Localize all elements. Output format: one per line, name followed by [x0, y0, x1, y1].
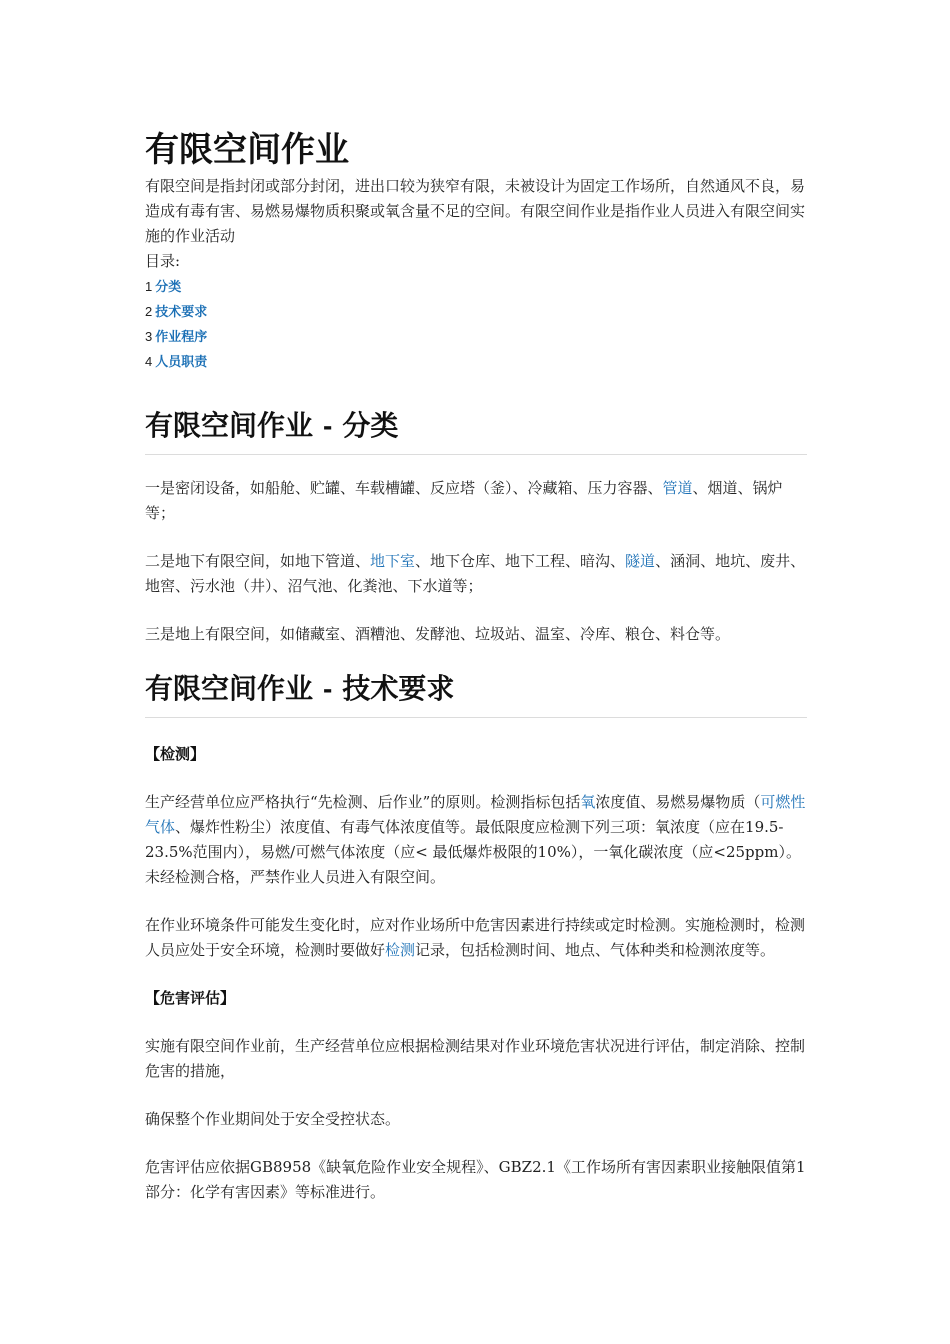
text-span: 生产经营单位应严格执行“先检测、后作业”的原则。检测指标包括 [145, 793, 581, 811]
document-page [145, 128, 807, 1205]
subheading-detection: 【检测】 [145, 746, 206, 763]
text-span: 、涵洞、地坑、废井、地窖、污水池（井）、沼气池、化粪池、下水道等； [145, 552, 806, 595]
text-span: 二是地下有限空间，如地下管道、 [145, 552, 371, 570]
text-span: 记录，包括检测时间、地点、气体种类和检测浓度等。 [415, 941, 776, 959]
link-pipeline[interactable]: 管道 [662, 479, 693, 497]
toc-item [145, 299, 807, 324]
toc-link-technical-requirements[interactable]: 技术要求 [155, 304, 208, 319]
text-span: 、地下仓库、地下工程、暗沟、 [415, 552, 626, 570]
toc-item [145, 274, 807, 299]
link-detection[interactable]: 检测 [385, 941, 416, 959]
classification-paragraph-1 [145, 476, 807, 526]
text-span: 一是密闭设备，如船舱、贮罐、车载槽罐、反应塔（釜）、冷藏箱、压力容器、 [145, 479, 663, 497]
classification-paragraph-3: 三是地上有限空间，如储藏室、酒糟池、发酵池、垃圾站、温室、冷库、粮仓、料仓等。 [145, 625, 731, 643]
page-title: 有限空间作业 [145, 131, 349, 169]
section-heading-classification [145, 408, 807, 455]
text-span: 、烟道、锅炉等； [145, 479, 783, 522]
classification-paragraph-2 [145, 549, 807, 599]
detection-paragraph-2 [145, 913, 807, 963]
toc-item [145, 349, 807, 374]
text-span: 浓度值、易燃易爆物质（ [595, 793, 761, 811]
link-basement[interactable]: 地下室 [370, 552, 416, 570]
intro-paragraph: 有限空间是指封闭或部分封闭，进出口较为狭窄有限，未被设计为固定工作场所，自然通风不良，易造成有毒有害、易燃易爆物质积聚或氧含量不足的空间。有限空间作业是指作业人员进入有限空间实施的作业活动 [145, 177, 806, 245]
toc-item-number: 2 [145, 304, 153, 319]
section-heading-separator: - [323, 410, 333, 441]
toc-label: 目录: [145, 252, 181, 270]
section-heading-main: 有限空间作业 [145, 410, 314, 441]
link-tunnel[interactable]: 隧道 [625, 552, 656, 570]
toc-link-classification[interactable]: 分类 [155, 279, 182, 294]
subheading-hazard-assessment: 【危害评估】 [145, 990, 236, 1007]
section-heading-technical-requirements [145, 671, 807, 718]
text-span: 在作业环境条件可能发生变化时，应对作业场所中危害因素进行持续或定时检测。实施检测时，检测人员应处于安全环境，检测时要做好 [145, 916, 806, 959]
toc-link-personnel-duties[interactable]: 人员职责 [155, 354, 208, 369]
toc-item-number: 4 [145, 354, 153, 369]
section-heading-sub: 分类 [342, 410, 399, 441]
hazard-paragraph-3: 危害评估应依据GB8958《缺氧危险作业安全规程》、GBZ2.1《工作场所有害因素职业接触限值第1部分：化学有害因素》等标准进行。 [145, 1158, 806, 1201]
toc-item [145, 324, 807, 349]
text-span: 、爆炸性粉尘）浓度值、有毒气体浓度值等。最低限度应检测下列三项：氧浓度（应在19.5-23.5%范围内），易燃/可燃气体浓度（应< 最低爆炸极限的10%），一氧化碳浓度（应<25ppm）。未经检测合格，严禁作业人员进入有限空间。 [145, 818, 801, 886]
hazard-paragraph-2: 确保整个作业期间处于安全受控状态。 [145, 1110, 401, 1128]
toc-item-number: 3 [145, 329, 153, 344]
toc-item-number: 1 [145, 279, 153, 294]
link-combustible-gas[interactable]: 可燃性气体 [145, 793, 806, 836]
link-oxygen[interactable]: 氧 [580, 793, 596, 811]
toc-link-work-procedure[interactable]: 作业程序 [155, 329, 208, 344]
hazard-paragraph-1: 实施有限空间作业前，生产经营单位应根据检测结果对作业环境危害状况进行评估，制定消除、控制危害的措施， [145, 1037, 806, 1080]
section-heading-sub: 技术要求 [342, 673, 455, 704]
section-heading-main: 有限空间作业 [145, 673, 314, 704]
table-of-contents [145, 274, 807, 374]
detection-paragraph-1 [145, 790, 807, 890]
section-heading-separator: - [323, 673, 333, 704]
